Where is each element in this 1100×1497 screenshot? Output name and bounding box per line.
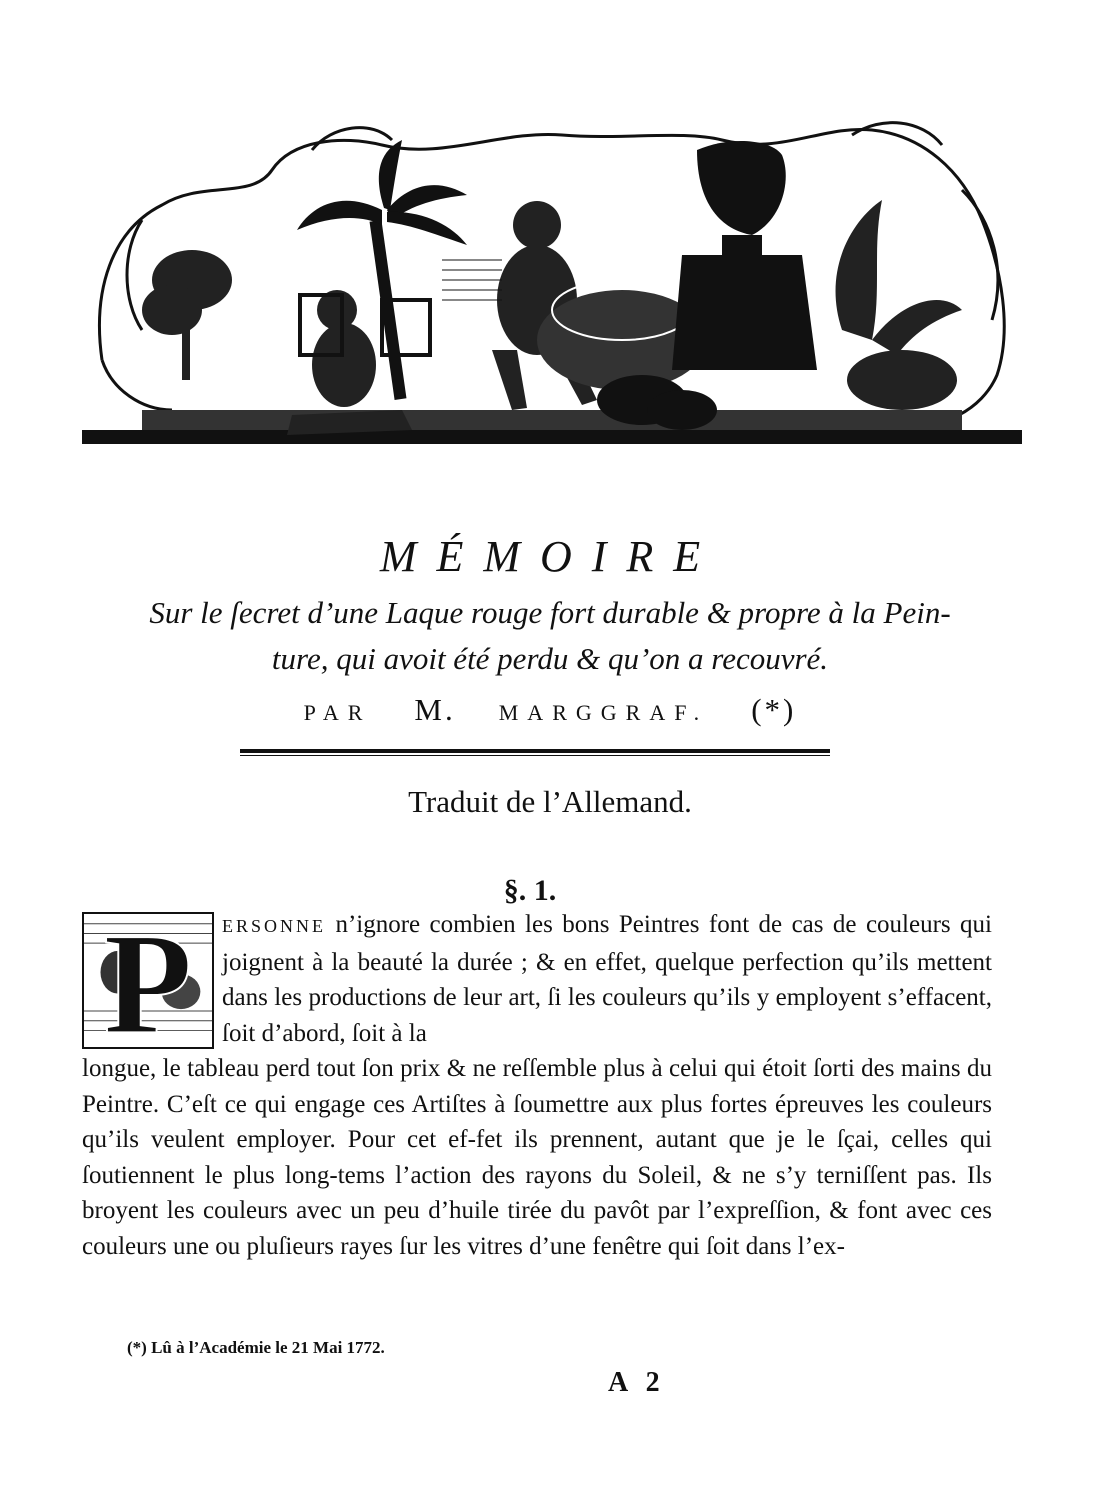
footnote-mark: (*) [751,692,797,727]
lead-word: ERSONNE [222,916,327,936]
subtitle-line-1: Sur le ſecret d’une Laque rouge fort durable & propre à la Pein- [149,595,951,630]
engraved-headpiece-cherubs-reading-icon [82,110,1022,465]
dropcap-letter: P [103,914,193,1047]
page-title: MÉMOIRE [379,532,721,581]
translation-note: Traduit de l’Allemand. [408,784,692,819]
engraved-headpiece [82,110,1022,465]
indented-lines [82,907,992,1051]
author-name: MARGGRAF. [498,700,709,725]
signature-mark: A 2 [608,1367,666,1398]
subtitle [80,590,1020,682]
section-number: §. 1. [503,874,557,907]
title-rule [240,749,830,756]
author-line [0,688,1100,735]
subtitle-line-2: ture, qui avoit été perdu & qu’on a recouvré. [271,641,829,676]
footnote: (*) Lû à l’Académie le 21 Mai 1772. [127,1338,385,1357]
indented-text: n’ignore combien les bons Peintres font de cas de couleurs qui joignent à la beauté la durée ; & en effet, quelque perfection qu’ils mettent dans les productions de leur art, ſi les couleurs qu’ils y employent s’effacent, ſoit d’abord, ſoit à la [222,911,992,1047]
body-paragraph [82,907,992,1264]
author-prefix: PAR [303,700,372,725]
author-initial: M. [414,692,456,727]
body-continuation: longue, le tableau perd tout ſon prix & ne reſſemble plus à celui qui étoit ſorti des mains du Peintre. C’eſt ce qui engage ces Artiſtes à ſoumettre aux plus fortes épreuves les couleurs qu’ils veulent employer. Pour cet ef-fet ils prennent, autant que je le ſçai, celles qui ſoutiennent le plus long-tems l’action des rayons du Soleil, & ne s’y terniſſent pas. Ils broyent les couleurs avec un peu d’huile tirée du pavôt par l’expreſſion, & font avec ces couleurs une ou pluſieurs rayes ſur les vitres d’une fenêtre qui ſoit dans l’ex- [82,1055,992,1260]
